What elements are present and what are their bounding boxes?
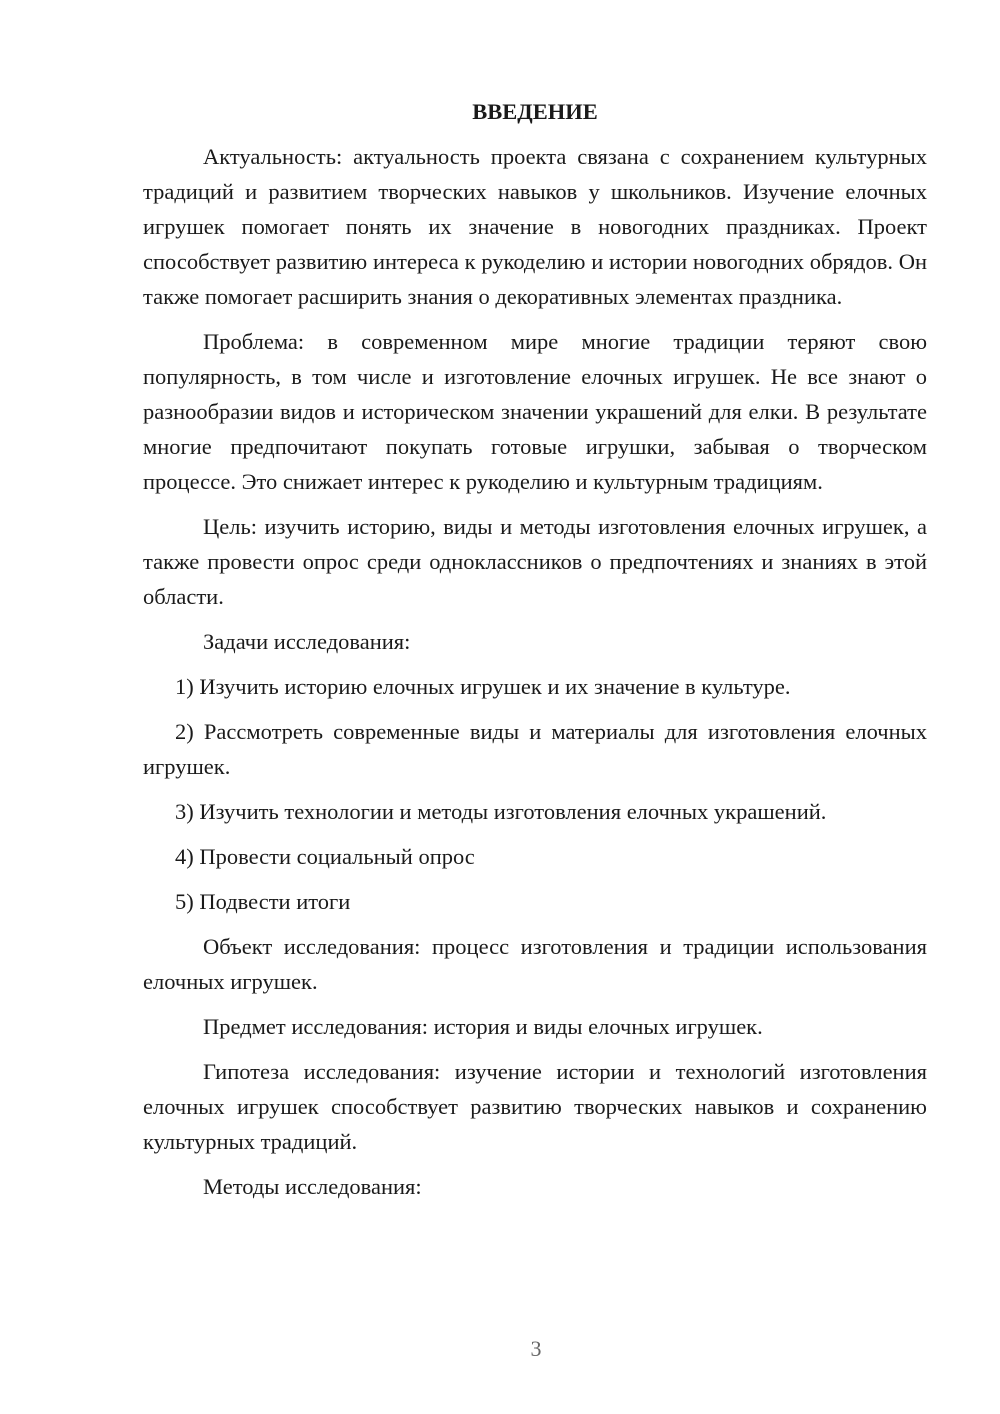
paragraph-object: Объект исследования: процесс изготовления и традиции использования елочных игрушек.: [143, 934, 927, 994]
paragraph-relevance: Актуальность: актуальность проекта связана с сохранением культурных традиций и развитием творческих навыков у школьников. Изучение елочных игрушек помогает понять их значение в новогодних праздниках. Проект способствует развитию интереса к рукоделию и истории новогодних обрядов. Он также помогает расширить знания о декоративных элементах праздника.: [143, 144, 927, 309]
task-item-3: 3) Изучить технологии и методы изготовления елочных украшений.: [175, 799, 827, 824]
page-body: [143, 94, 927, 1214]
paragraph-problem: Проблема: в современном мире многие традиции теряют свою популярность, в том числе и изготовление елочных игрушек. Не все знают о разнообразии видов и историческом значении украшений для елки. В результате многие предпочитают покупать готовые игрушки, забывая о творческом процессе. Это снижает интерес к рукоделию и культурным традициям.: [143, 329, 927, 494]
task-item-4: 4) Провести социальный опрос: [175, 844, 475, 869]
section-heading: ВВЕДЕНИЕ: [472, 99, 598, 124]
task-item-5: 5) Подвести итоги: [175, 889, 351, 914]
paragraph-methods: Методы исследования:: [203, 1174, 422, 1199]
task-item-2: 2) Рассмотреть современные виды и материалы для изготовления елочных игрушек.: [143, 719, 927, 779]
paragraph-hypothesis: Гипотеза исследования: изучение истории и технологий изготовления елочных игрушек способствует развитию творческих навыков и сохранению культурных традиций.: [143, 1059, 927, 1154]
paragraph-tasks-heading: Задачи исследования:: [203, 629, 411, 654]
paragraph-goal: Цель: изучить историю, виды и методы изготовления елочных игрушек, а также провести опрос среди одноклассников о предпочтениях и знаниях в этой области.: [143, 514, 927, 609]
page-number: 3: [530, 1336, 542, 1361]
paragraph-subject: Предмет исследования: история и виды елочных игрушек.: [203, 1014, 763, 1039]
task-item-1: 1) Изучить историю елочных игрушек и их значение в культуре.: [175, 674, 791, 699]
